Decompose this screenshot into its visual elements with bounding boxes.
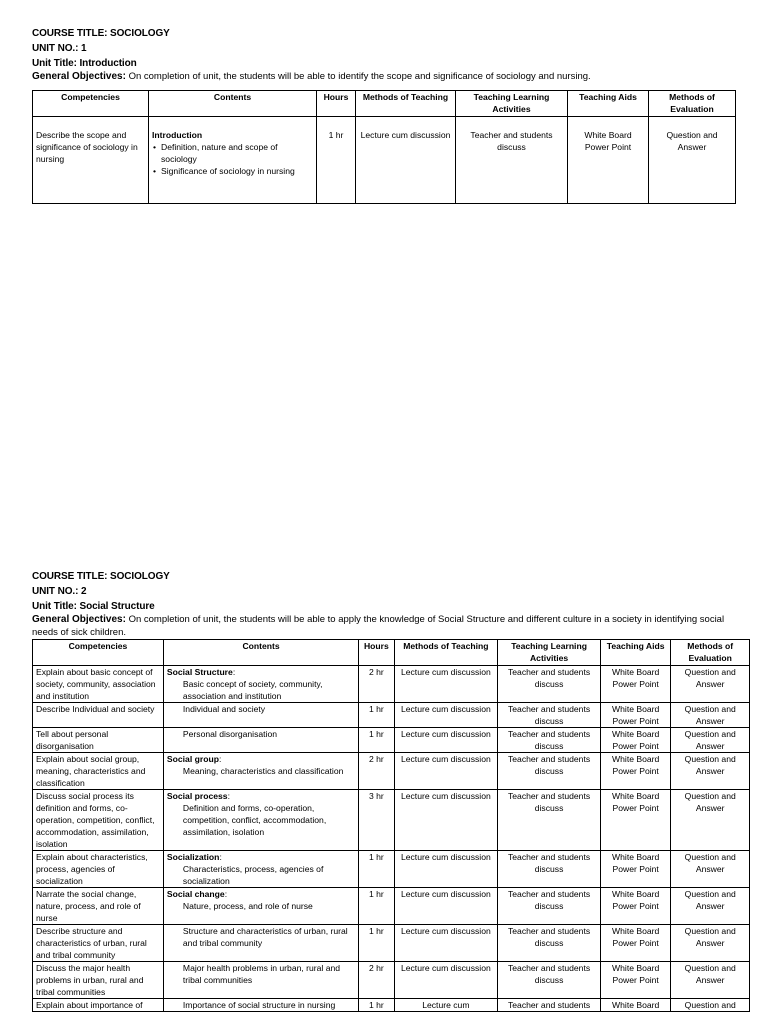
evaluation-cell: Question and Answer bbox=[671, 925, 750, 962]
competency-cell: Discuss social process its definition and forms, co-operation, competition, conflict, accommodation, assimilation, isolation bbox=[33, 790, 164, 851]
contents-title-text: Social group bbox=[166, 754, 219, 764]
contents-text: Meaning, characteristics and classification bbox=[182, 766, 344, 776]
aids-cell: White Board Power Point bbox=[600, 962, 670, 999]
column-header: Methods of Teaching bbox=[394, 640, 498, 666]
table-row bbox=[33, 888, 750, 925]
table-row bbox=[33, 116, 736, 203]
contents-cell bbox=[163, 888, 358, 925]
hours-cell: 1 hr bbox=[359, 851, 394, 888]
list-item: • Definition, nature and scope of sociology bbox=[152, 141, 313, 165]
hours-cell: 3 hr bbox=[359, 790, 394, 851]
method-cell: Lecture cum discussion bbox=[394, 753, 498, 790]
objectives-label: General Objectives: bbox=[32, 614, 126, 625]
table-row bbox=[33, 703, 750, 728]
hours-cell: 1 hr bbox=[359, 703, 394, 728]
aids-cell: White Board Power Point bbox=[600, 790, 670, 851]
competency-cell: Describe Individual and society bbox=[33, 703, 164, 728]
table-row bbox=[33, 925, 750, 962]
unit-1-table bbox=[32, 90, 736, 204]
contents-title-text: Social Structure bbox=[166, 667, 233, 677]
column-header: Contents bbox=[163, 640, 358, 666]
activities-cell: Teacher and students bbox=[498, 999, 601, 1012]
competency-cell: Tell about personal disorganisation bbox=[33, 728, 164, 753]
contents-cell bbox=[163, 851, 358, 888]
method-cell: Lecture cum discussion bbox=[394, 925, 498, 962]
unit-2-table-body bbox=[33, 666, 750, 1012]
contents-title-text: Social change bbox=[166, 889, 225, 899]
activities-cell: Teacher and students discuss bbox=[498, 888, 601, 925]
column-header: Teaching Aids bbox=[600, 640, 670, 666]
method-cell: Lecture cum discussion bbox=[394, 728, 498, 753]
competency-cell: Describe structure and characteristics of urban, rural and tribal community bbox=[33, 925, 164, 962]
unit-2-table bbox=[32, 639, 750, 1012]
hours-cell: 1 hr bbox=[359, 728, 394, 753]
objectives-text: On completion of unit, the students will be able to apply the knowledge of Social Structure and different culture in a society in identifying social needs of sick children. bbox=[32, 614, 725, 638]
hours-cell: 2 hr bbox=[359, 753, 394, 790]
aids-cell: White Board Power Point bbox=[600, 925, 670, 962]
hours-cell: 1 hr bbox=[317, 116, 356, 203]
evaluation-cell: Question and Answer bbox=[671, 851, 750, 888]
evaluation-cell: Question and Answer bbox=[671, 666, 750, 703]
column-header: Methods of Evaluation bbox=[671, 640, 750, 666]
column-header: Teaching Learning Activities bbox=[456, 90, 568, 116]
contents-text: Major health problems in urban, rural and tribal communities bbox=[182, 963, 341, 985]
method-cell: Lecture cum discussion bbox=[394, 851, 498, 888]
aids-cell: White Board Power Point bbox=[600, 851, 670, 888]
column-header: Competencies bbox=[33, 90, 149, 116]
contents-title: Social Structure: bbox=[166, 667, 236, 677]
course-title: COURSE TITLE: SOCIOLOGY bbox=[32, 571, 170, 582]
unit-number: UNIT NO.: 1 bbox=[32, 43, 87, 54]
activities-cell: Teacher and students discuss bbox=[498, 925, 601, 962]
contents-text: Importance of social structure in nursing bbox=[182, 1000, 336, 1010]
hours-cell: 1 hr bbox=[359, 999, 394, 1012]
contents-cell bbox=[163, 925, 358, 962]
evaluation-cell: Question and Answer bbox=[671, 703, 750, 728]
contents-text: Basic concept of society, community, association and institution bbox=[182, 679, 323, 701]
aids-cell: White Board Power Point bbox=[600, 888, 670, 925]
contents-cell bbox=[163, 728, 358, 753]
column-header: Teaching Aids bbox=[568, 90, 649, 116]
objectives-label: General Objectives: bbox=[32, 71, 126, 82]
column-header: Contents bbox=[149, 90, 317, 116]
unit-2-section bbox=[32, 569, 752, 1012]
aids-cell: White Board Power Point bbox=[600, 753, 670, 790]
competency-cell: Explain about importance of bbox=[33, 999, 164, 1012]
activities-cell: Teacher and students discuss bbox=[498, 753, 601, 790]
hours-cell: 1 hr bbox=[359, 888, 394, 925]
evaluation-cell: Question and Answer bbox=[671, 728, 750, 753]
competency-cell: Narrate the social change, nature, process, and role of nurse bbox=[33, 888, 164, 925]
contents-text: Nature, process, and role of nurse bbox=[182, 901, 313, 911]
contents-cell bbox=[163, 753, 358, 790]
general-objectives bbox=[32, 71, 734, 84]
contents-text: Definition and forms, co-operation, competition, conflict, accommodation, assimilation, isolation bbox=[182, 803, 327, 837]
contents-title-text: Socialization bbox=[166, 852, 220, 862]
table-header-row bbox=[33, 90, 736, 116]
column-header: Teaching Learning Activities bbox=[498, 640, 601, 666]
contents-title: Social process: bbox=[166, 791, 230, 801]
aids-cell: White Board Power Point bbox=[568, 116, 649, 203]
contents-cell bbox=[149, 116, 317, 203]
evaluation-cell: Question and bbox=[671, 999, 750, 1012]
table-header-row bbox=[33, 640, 750, 666]
hours-cell: 2 hr bbox=[359, 962, 394, 999]
activities-cell: Teacher and students discuss bbox=[456, 116, 568, 203]
column-header: Methods of Evaluation bbox=[649, 90, 736, 116]
contents-cell bbox=[163, 999, 358, 1012]
table-row bbox=[33, 962, 750, 999]
contents-title: Social change: bbox=[166, 889, 228, 899]
table-row bbox=[33, 999, 750, 1012]
method-cell: Lecture cum discussion bbox=[394, 703, 498, 728]
method-cell: Lecture cum discussion bbox=[394, 888, 498, 925]
evaluation-cell: Question and Answer bbox=[671, 753, 750, 790]
column-header: Methods of Teaching bbox=[356, 90, 456, 116]
objectives-text: On completion of unit, the students will be able to identify the scope and significance of sociology and nursing. bbox=[125, 71, 591, 82]
competency-cell: Explain about characteristics, process, agencies of socialization bbox=[33, 851, 164, 888]
evaluation-cell: Question and Answer bbox=[671, 888, 750, 925]
evaluation-cell: Question and Answer bbox=[671, 790, 750, 851]
column-header: Hours bbox=[359, 640, 394, 666]
aids-cell: White Board Power Point bbox=[600, 728, 670, 753]
table-row bbox=[33, 666, 750, 703]
contents-cell bbox=[163, 790, 358, 851]
method-cell: Lecture cum discussion bbox=[356, 116, 456, 203]
column-header: Competencies bbox=[33, 640, 164, 666]
course-title: COURSE TITLE: SOCIOLOGY bbox=[32, 28, 170, 39]
unit-1-section bbox=[32, 26, 752, 204]
column-header: Hours bbox=[317, 90, 356, 116]
list-item: • Significance of sociology in nursing bbox=[152, 165, 313, 177]
contents-cell bbox=[163, 666, 358, 703]
evaluation-cell: Question and Answer bbox=[671, 962, 750, 999]
activities-cell: Teacher and students discuss bbox=[498, 790, 601, 851]
contents-list bbox=[152, 141, 313, 177]
unit-number: UNIT NO.: 2 bbox=[32, 586, 87, 597]
competency-cell: Discuss the major health problems in urban, rural and tribal communities bbox=[33, 962, 164, 999]
contents-cell bbox=[163, 962, 358, 999]
activities-cell: Teacher and students discuss bbox=[498, 728, 601, 753]
competency-cell: Describe the scope and significance of sociology in nursing bbox=[33, 116, 149, 203]
method-cell: Lecture cum bbox=[394, 999, 498, 1012]
activities-cell: Teacher and students discuss bbox=[498, 703, 601, 728]
table-row bbox=[33, 753, 750, 790]
unit-title: Unit Title: Social Structure bbox=[32, 601, 155, 612]
table-row bbox=[33, 851, 750, 888]
hours-cell: 2 hr bbox=[359, 666, 394, 703]
hours-cell: 1 hr bbox=[359, 925, 394, 962]
contents-text: Individual and society bbox=[182, 704, 266, 714]
method-cell: Lecture cum discussion bbox=[394, 666, 498, 703]
contents-cell bbox=[163, 703, 358, 728]
table-row bbox=[33, 728, 750, 753]
contents-title-text: Social process bbox=[166, 791, 228, 801]
evaluation-cell: Question and Answer bbox=[649, 116, 736, 203]
activities-cell: Teacher and students discuss bbox=[498, 962, 601, 999]
contents-text: Structure and characteristics of urban, rural and tribal community bbox=[182, 926, 348, 948]
contents-text: Characteristics, process, agencies of socialization bbox=[182, 864, 324, 886]
table-row bbox=[33, 790, 750, 851]
contents-title: Social group: bbox=[166, 754, 222, 764]
unit-title: Unit Title: Introduction bbox=[32, 58, 137, 69]
activities-cell: Teacher and students discuss bbox=[498, 851, 601, 888]
competency-cell: Explain about social group, meaning, characteristics and classification bbox=[33, 753, 164, 790]
contents-title: Introduction bbox=[152, 129, 203, 140]
contents-text: Personal disorganisation bbox=[182, 729, 278, 739]
aids-cell: White Board Power Point bbox=[600, 703, 670, 728]
activities-cell: Teacher and students discuss bbox=[498, 666, 601, 703]
competency-cell: Explain about basic concept of society, community, association and institution bbox=[33, 666, 164, 703]
method-cell: Lecture cum discussion bbox=[394, 790, 498, 851]
general-objectives bbox=[32, 614, 734, 639]
aids-cell: White Board Power Point bbox=[600, 666, 670, 703]
method-cell: Lecture cum discussion bbox=[394, 962, 498, 999]
aids-cell: White Board bbox=[600, 999, 670, 1012]
contents-title: Socialization: bbox=[166, 852, 222, 862]
